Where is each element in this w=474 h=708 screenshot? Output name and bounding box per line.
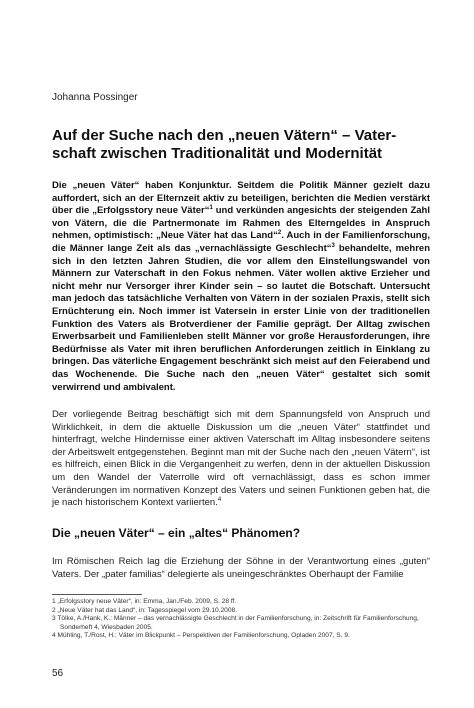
title-line-2: schaft zwischen Traditionalität und Modernität	[52, 145, 383, 162]
abstract-paragraph	[52, 180, 430, 394]
abstract-text-1: Die „neuen Väter“ haben Konjunktur. Seitdem die Politik Männer gezielt dazu auffordert, sich an der Elternzeit aktiv zu beteiligen, berichten die Medien verstärkt über die „Erfolgsstory neue Väter“	[52, 180, 430, 217]
page-number: 56	[52, 668, 64, 679]
abstract-text-4: behandelte, mehren sich in den letzten Jahren Studien, die vor allem den Einstellungswandel von Männern zur Vaterschaft in den Fokus nehmen. Väter wollen aktive Erzieher und nicht mehr nur Versorger ihrer Kinder sein – so lautet die Botschaft. Untersucht man jedoch das tatsächliche Verhalten von Vätern in der sozialen Praxis, stellt sich Ernüchterung ein. Noch immer ist Vatersein in erster Linie von der traditionellen Funktion des Vaters als Brotverdiener der Familie geprägt. Der Alltag zwischen Erwerbsarbeit und Familienleben stellt Männer vor große Herausforderungen, ihre Bedürfnisse als Vater mit ihren beruflichen Anforderungen zeitlich in Einklang zu bringen. Das väterliche Engagement beschränkt sich meist auf den Feierabend und das Wochenende. Die Suche nach den „neuen Väter“ gestaltet sich somit verwirrend und ambivalent.	[52, 242, 430, 393]
footnote-ref-2[interactable]: 2	[277, 230, 282, 237]
footnote-1: 1 „Erfolgsstory neue Väter“, in: Emma, Jan./Feb. 2009, S. 28 ff.	[52, 598, 237, 605]
abstract-text-2: und verkünden angesichts der steigenden Zahl von Vätern, die die Partnermonate im Rahmen des Elterngeldes in Anspruch nehmen, optimistisch: „Neue Väter hat das Land“	[52, 205, 430, 242]
footnote-3-continuation: Sonderheft 4, Wiesbaden 2005.	[60, 623, 153, 631]
footnotes	[52, 598, 430, 641]
footnote-3: 3 Tölke, A./Hank, K.: Männer – das vernachlässigte Geschlecht in der Familienforschung, in: Zeitschrift für Familienforschung,	[52, 615, 419, 623]
footnote-ref-3[interactable]: 3	[331, 242, 335, 249]
title-line-1: Auf der Suche nach den „neuen Vätern“ – Vater-	[52, 127, 397, 144]
footnote-ref-4[interactable]: 4	[217, 497, 222, 503]
body-paragraph-2: Im Römischen Reich lag die Erziehung der Söhne in der Verantwortung eines „guten“ Vaters. Der „pater familias“ delegierte als uneingeschränktes Oberhaupt der Familie	[52, 556, 430, 580]
footnote-4: 4 Mühling, T./Rost, H.: Väter im Blickpunkt – Perspektiven der Familienforschung, Opladen 2007, S. 9.	[52, 632, 350, 640]
author-name: Johanna Possinger	[52, 92, 138, 103]
footnote-ref-1[interactable]: 1	[209, 205, 213, 212]
article-title	[52, 127, 432, 163]
body-paragraph-1	[52, 409, 430, 510]
footnote-2: 2 „Neue Väter hat das Land“, in: Tagesspiegel vom 29.10.2008.	[52, 606, 237, 614]
abstract-text-3: . Auch in der Familienforschung, die Männer lange Zeit als das „vernachlässigte Geschlecht“	[52, 230, 430, 254]
section-heading: Die „neuen Väter“ – ein „altes“ Phänomen?	[52, 526, 301, 540]
footnote-divider	[52, 594, 142, 595]
body-paragraph-1-text: Der vorliegende Beitrag beschäftigt sich mit dem Spannungsfeld von Anspruch und Wirklichkeit, in dem die aktuelle Diskussion um die „neuen Väter“ stattfindet und hinterfragt, welche Hindernisse einer aktiven Vaterschaft im Alltag insbesondere seitens der Arbeitswelt entgegenstehen. Beginnt man mit der Suche nach den „neuen Vätern“, ist es hilfreich, einen Blick in die Vergangenheit zu werfen, denn in der aktuellen Diskussion um den Wandel der Vaterrolle wird oft vernachlässigt, dass es schon immer Veränderungen im normativen Konzept des Vaters und seinen Funktionen geben hat, die je nach historischem Kontext variierten.	[52, 409, 430, 509]
